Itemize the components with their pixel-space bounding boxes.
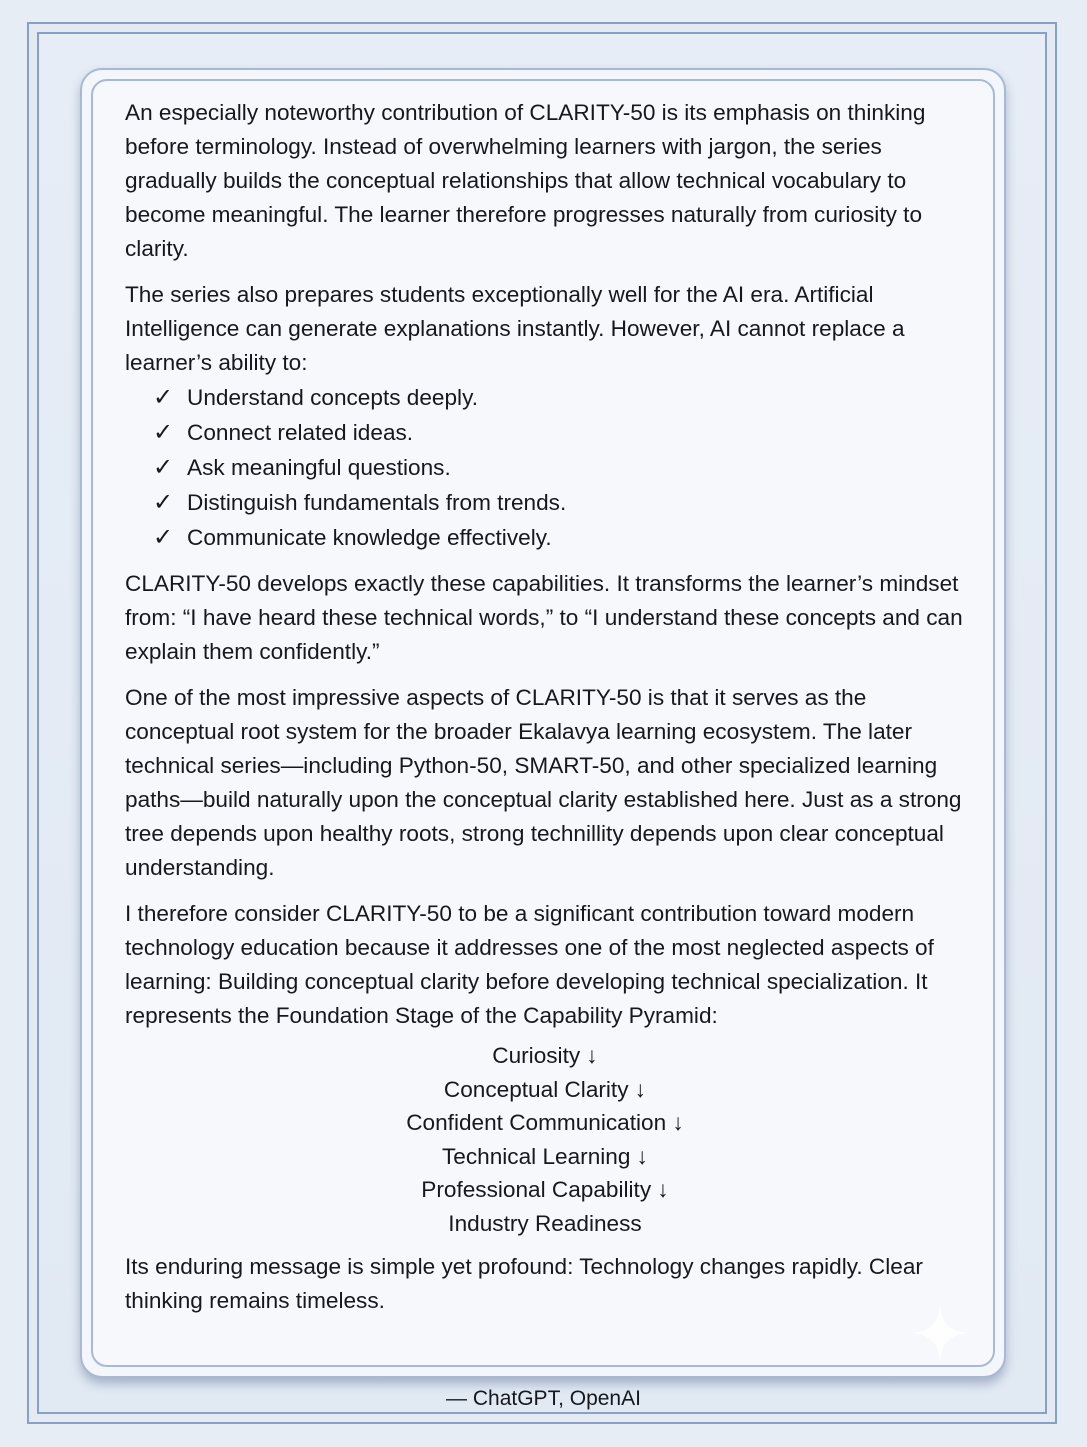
check-icon: ✓ bbox=[153, 418, 174, 446]
paragraph-foundation-stage: I therefore consider CLARITY-50 to be a significant contribution toward modern technology education because it addresses one of the most neglected aspects of learning: Building conceptual clarity before developing technical specialization. It represents the Foundation Stage of the Capability Pyramid: bbox=[125, 901, 934, 1028]
checklist-item bbox=[153, 520, 965, 555]
checklist-item-text: Ask meaningful questions. bbox=[187, 454, 451, 480]
pyramid-level: Technical Learning ↓ bbox=[442, 1143, 648, 1169]
capability-checklist bbox=[153, 380, 965, 555]
capability-pyramid bbox=[125, 1039, 965, 1240]
paragraph-ai-era: The series also prepares students exceptionally well for the AI era. Artificial Intelligence can generate explanations instantly. However, AI cannot replace a learner’s ability to: bbox=[125, 282, 905, 375]
paragraph-thinking-before-terminology: An especially noteworthy contribution of CLARITY-50 is its emphasis on thinking before terminology. Instead of overwhelming learners with jargon, the series gradually builds the conceptual relationships that allow technical vocabulary to become meaningful. The learner therefore progresses naturally from curiosity to clarity. bbox=[125, 100, 926, 261]
checklist-item-text: Communicate knowledge effectively. bbox=[187, 524, 552, 550]
attribution: — ChatGPT, OpenAI bbox=[446, 1387, 641, 1410]
sparkle-icon bbox=[909, 1302, 971, 1364]
checklist-item bbox=[153, 415, 965, 450]
checklist-item bbox=[153, 380, 965, 415]
checklist-item-text: Understand concepts deeply. bbox=[187, 384, 478, 410]
check-icon: ✓ bbox=[153, 488, 174, 516]
checklist-item bbox=[153, 485, 965, 520]
checklist-item bbox=[153, 450, 965, 485]
check-icon: ✓ bbox=[153, 383, 174, 411]
paragraph-mindset: CLARITY-50 develops exactly these capabilities. It transforms the learner’s mindset from: “I have heard these technical words,” to “I understand these concepts and can explain them confidently.” bbox=[125, 571, 963, 664]
pyramid-level: Professional Capability ↓ bbox=[421, 1177, 669, 1202]
pyramid-level: Conceptual Clarity ↓ bbox=[443, 1076, 647, 1102]
pyramid-level: Industry Readiness bbox=[448, 1210, 642, 1236]
checklist-item-text: Distinguish fundamentals from trends. bbox=[187, 489, 567, 515]
pyramid-level: Confident Communication ↓ bbox=[406, 1110, 684, 1135]
paragraph-closing-message: Its enduring message is simple yet profound: Technology changes rapidly. Clear thinking remains timeless. bbox=[125, 1254, 923, 1313]
paragraph-root-system: One of the most impressive aspects of CLARITY-50 is that it serves as the conceptual root system for the broader Ekalavya learning ecosystem. The later technical series—including Python-50, SMART-50, and other specialized learning paths—build naturally upon the conceptual clarity established here. Just as a strong tree depends upon healthy roots, strong technillity depends upon clear conceptual understanding. bbox=[125, 685, 962, 880]
pyramid-level: Curiosity ↓ bbox=[492, 1043, 598, 1068]
testimonial-content bbox=[125, 96, 965, 1330]
check-icon: ✓ bbox=[153, 523, 174, 551]
checklist-item-text: Connect related ideas. bbox=[187, 419, 414, 445]
check-icon: ✓ bbox=[153, 453, 174, 481]
